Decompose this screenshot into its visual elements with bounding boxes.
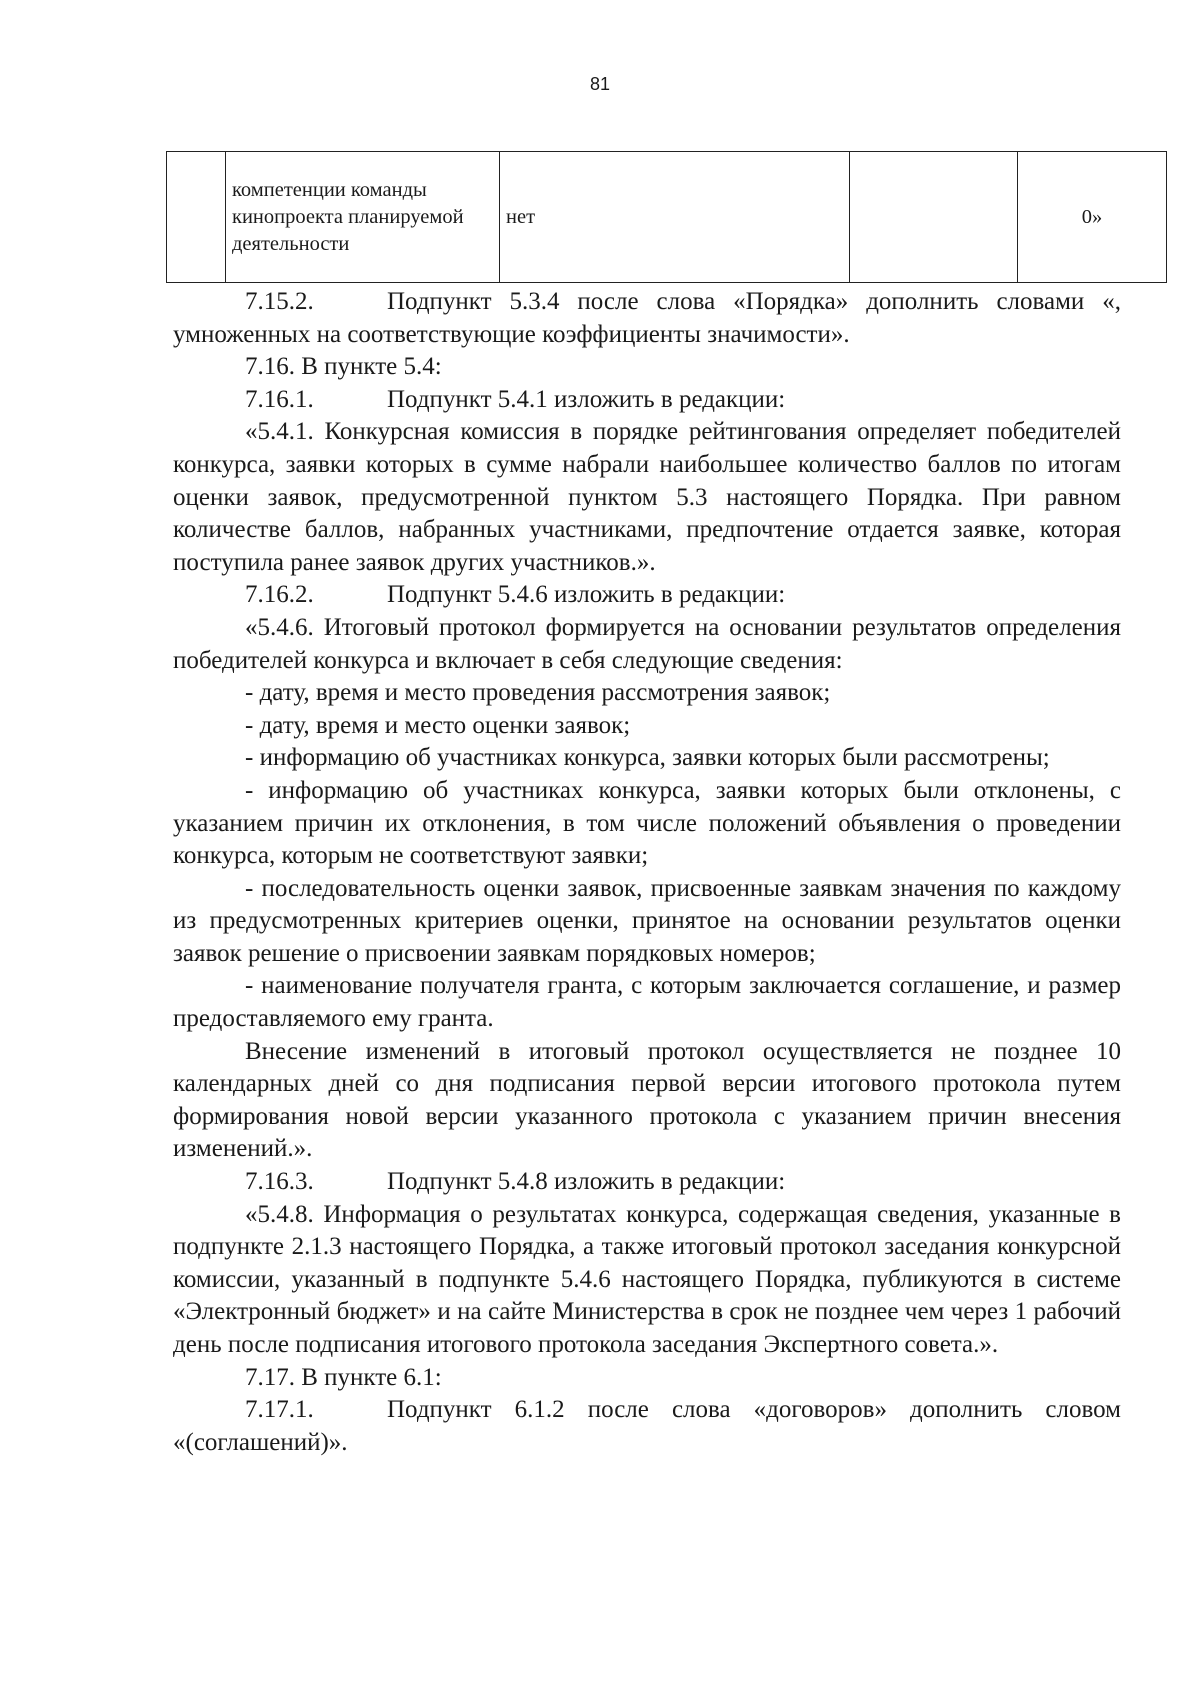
clause-text: Подпункт 5.3.4 после слова «Порядка» дополнить словами «, умноженных на соответствующие коэффициенты значимости».	[173, 288, 1121, 348]
page-number: 81	[589, 74, 611, 94]
clause-number: 7.16.3.	[245, 1168, 314, 1196]
table-cell-empty	[850, 152, 1018, 283]
clause-number: 7.16.1.	[245, 385, 314, 413]
list-item: - последовательность оценки заявок, присвоенные заявкам значения по каждому из предусмотренных критериев оценки, принятое на основании результатов оценки заявок решение о присвоении заявкам порядковых номеров;	[173, 874, 1121, 967]
paragraph-7-16-2	[173, 579, 1121, 612]
paragraph-5-4-8: «5.4.8. Информация о результатах конкурса, содержащая сведения, указанные в подпункте 2.1.3 настоящего Порядка, а также итоговый протокол заседания конкурсной комиссии, указанный в подпункте 5.4.6 настоящего Порядка, публикуются в системе «Электронный бюджет» и на сайте Министерства в срок не позднее чем через 1 рабочий день после подписания итогового протокола заседания Экспертного совета.».	[173, 1200, 1121, 1358]
list-item: - дату, время и место проведения рассмотрения заявок;	[245, 679, 831, 707]
document-body	[173, 286, 1121, 1459]
paragraph-protocol-changes: Внесение изменений в итоговый протокол осуществляется не позднее 10 календарных дней со дня подписания первой версии итогового протокола путем формирования новой версии указанного протокола с указанием причин внесения изменений.».	[173, 1037, 1121, 1163]
table-cell-value: нет	[500, 152, 850, 283]
table-cell-criterion: компетенции команды кинопроекта планируемой деятельности	[226, 152, 500, 283]
paragraph-5-4-6: «5.4.6. Итоговый протокол формируется на основании результатов определения победителей конкурса и включает в себя следующие сведения:	[173, 613, 1121, 674]
clause-number: 7.16.2.	[245, 581, 314, 609]
clause-text: Подпункт 5.4.1 изложить в редакции:	[387, 385, 786, 413]
clause-number: 7.17.1.	[245, 1396, 314, 1424]
paragraph-7-17-1	[173, 1394, 1121, 1459]
list-item: - информацию об участниках конкурса, заявки которых были отклонены, с указанием причин их отклонения, в том числе положений объявления о проведении конкурса, которым не соответствуют заявки;	[173, 776, 1121, 870]
paragraph-7-16-3	[173, 1166, 1121, 1199]
list-item: - дату, время и место оценки заявок;	[245, 711, 631, 739]
paragraph-7-16: 7.16. В пункте 5.4:	[245, 353, 442, 381]
clause-text: Подпункт 6.1.2 после слова «договоров» дополнить словом «(соглашений)».	[173, 1396, 1121, 1456]
list-item: - наименование получателя гранта, с которым заключается соглашение, и размер предоставляемого ему гранта.	[173, 972, 1121, 1033]
clause-text: Подпункт 5.4.8 изложить в редакции:	[387, 1168, 786, 1196]
paragraph-5-4-1: «5.4.1. Конкурсная комиссия в порядке рейтингования определяет победителей конкурса, заявки которых в сумме набрали наибольшее количество баллов по итогам оценки заявок, предусмотренной пунктом 5.3 настоящего Порядка. При равном количестве баллов, набранных участниками, предпочтение отдается заявке, которая поступила ранее заявок других участников.».	[173, 418, 1121, 576]
clause-text: Подпункт 5.4.6 изложить в редакции:	[387, 581, 786, 609]
paragraph-7-17: 7.17. В пункте 6.1:	[245, 1363, 442, 1391]
clause-number: 7.15.2.	[245, 288, 314, 315]
table-row	[167, 152, 1167, 283]
paragraph-7-16-1	[173, 384, 1121, 417]
table-cell-number	[167, 152, 226, 283]
criteria-table-fragment	[166, 151, 1167, 283]
paragraph-7-15-2	[173, 286, 1121, 351]
list-item: - информацию об участниках конкурса, заявки которых были рассмотрены;	[245, 744, 1050, 772]
table-cell-score: 0»	[1018, 152, 1167, 283]
